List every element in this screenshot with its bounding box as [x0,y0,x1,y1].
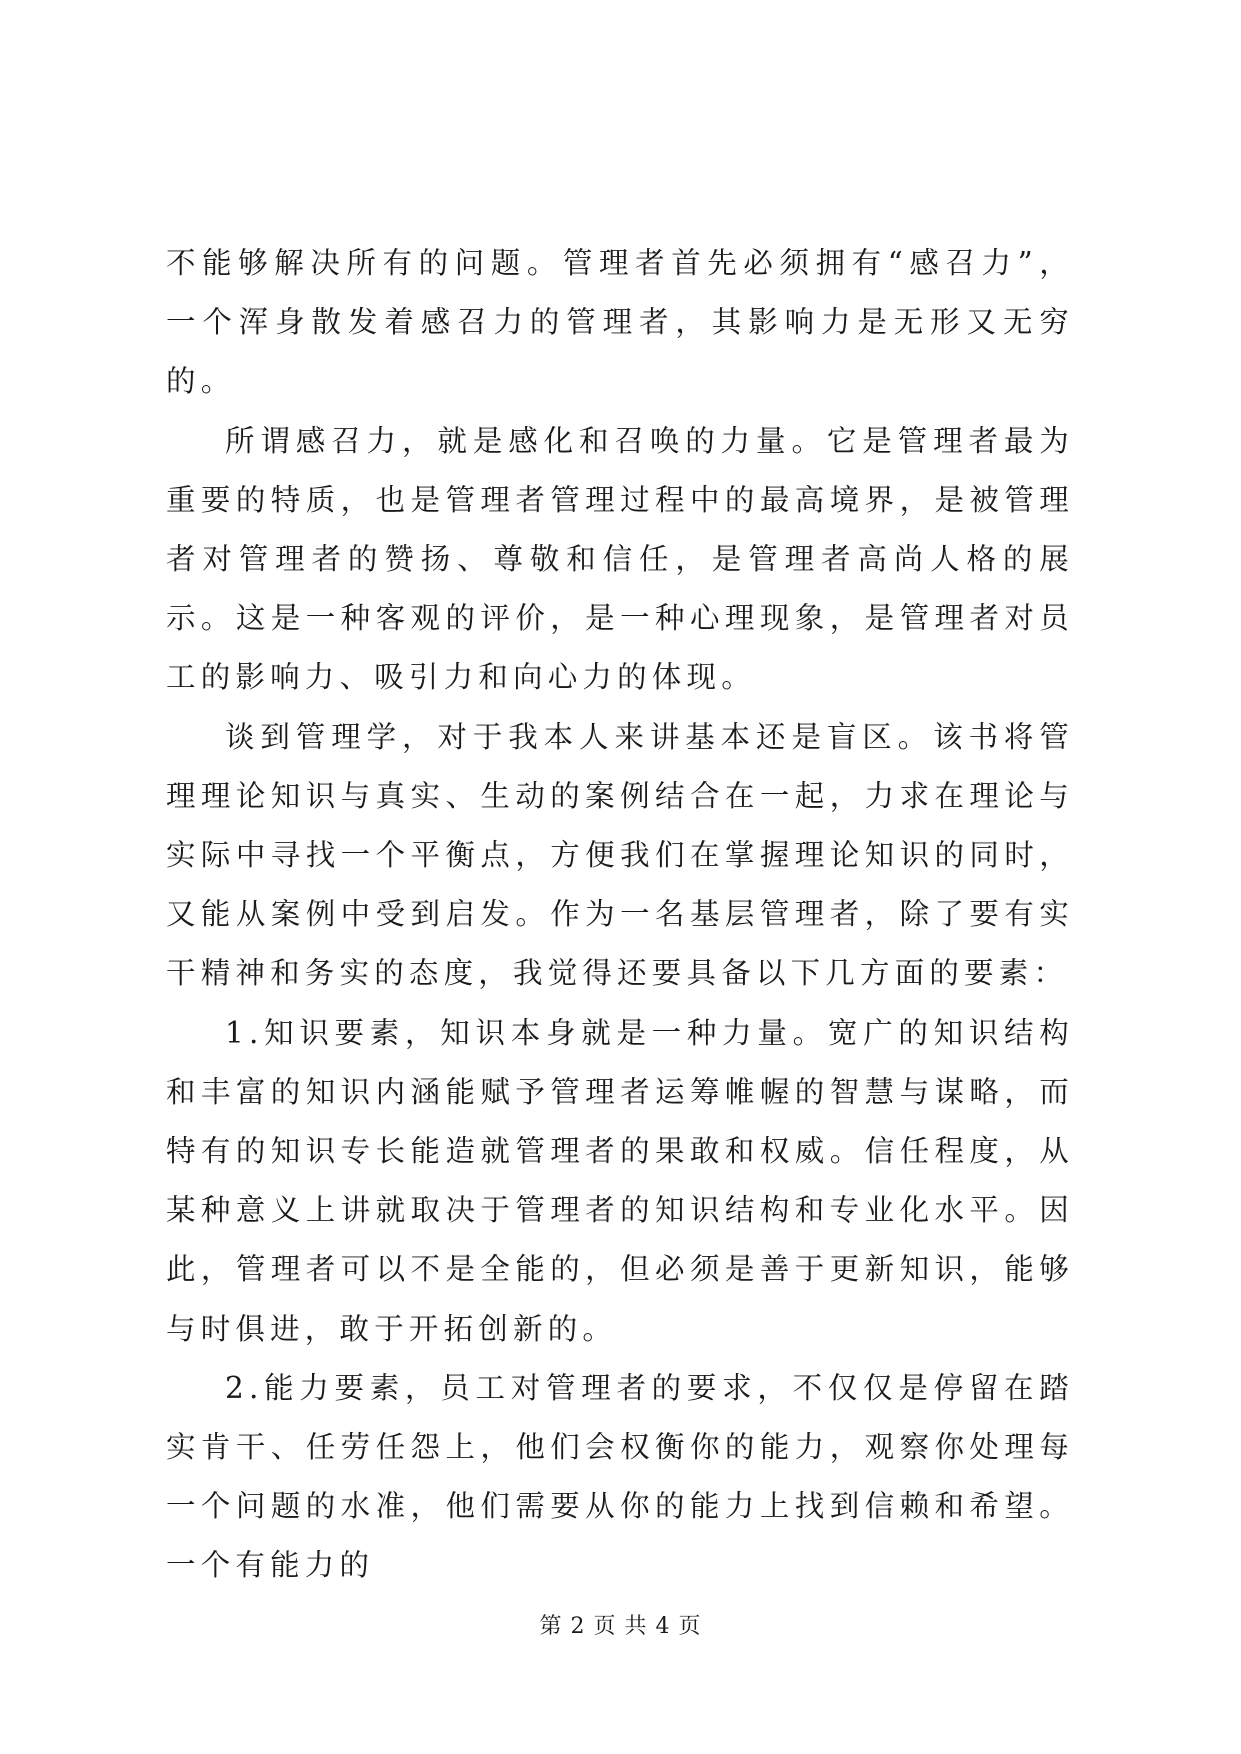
paragraph-4: 1.知识要素，知识本身就是一种力量。宽广的知识结构和丰富的知识内涵能赋予管理者运筹帷幄的智慧与谋略，而特有的知识专长能造就管理者的果敢和权威。信任程度，从某种意义上讲就取决于管理者的知识结构和专业化水平。因此，管理者可以不是全能的，但必须是善于更新知识，能够与时俱进，敢于开拓创新的。 [166,1015,1074,1346]
paragraph-1: 不能够解决所有的问题。管理者首先必须拥有“感召力”，一个浑身散发着感召力的管理者，其影响力是无形又无穷的。 [166,246,1074,399]
paragraph-3: 谈到管理学，对于我本人来讲基本还是盲区。该书将管理理论知识与真实、生动的案例结合在一起，力求在理论与实际中寻找一个平衡点，方便我们在掌握理论知识的同时，又能从案例中受到启发。作为一名基层管理者，除了要有实干精神和务实的态度，我觉得还要具备以下几方面的要素： [166,719,1074,991]
page-number-footer: 第 2 页 共 4 页 [539,1614,702,1639]
paragraph-2: 所谓感召力，就是感化和召唤的力量。它是管理者最为重要的特质，也是管理者管理过程中的最高境界，是被管理者对管理者的赞扬、尊敬和信任，是管理者高尚人格的展示。这是一种客观的评价，是一种心理现象，是管理者对员工的影响力、吸引力和向心力的体现。 [166,423,1074,695]
paragraph-5: 2.能力要素，员工对管理者的要求，不仅仅是停留在踏实肯干、任劳任怨上，他们会权衡你的能力，观察你处理每一个问题的水准，他们需要从你的能力上找到信赖和希望。一个有能力的 [166,1370,1074,1583]
document-body [166,234,1074,1596]
